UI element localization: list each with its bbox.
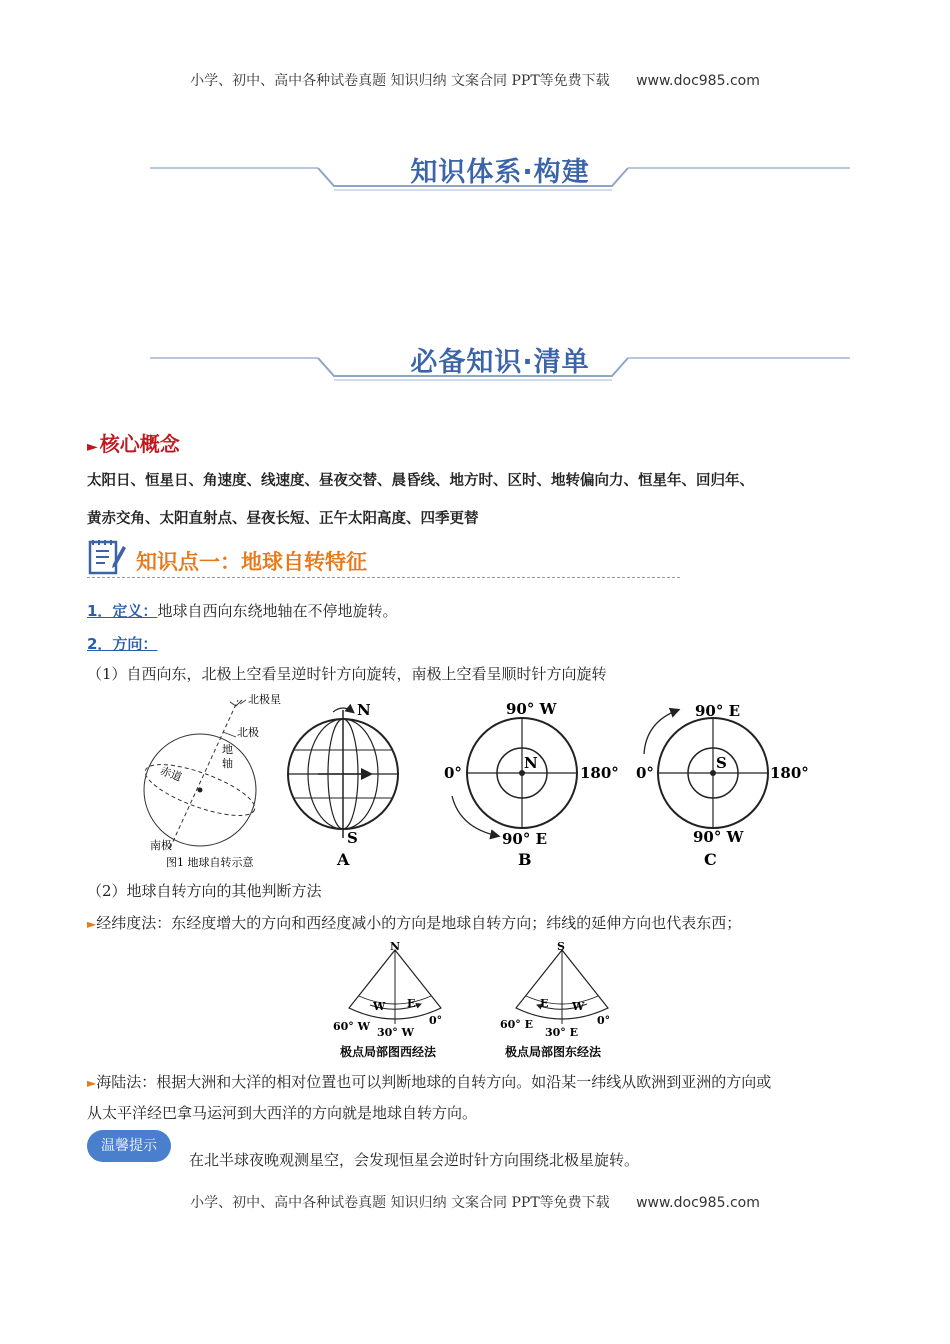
core-concept-heading <box>87 428 180 457</box>
west-mid-label: 30° W <box>377 1026 414 1039</box>
page-footer <box>0 1192 950 1212</box>
axis-label-2: 轴 <box>222 757 233 770</box>
west-sector <box>349 950 441 1024</box>
core-terms-line2: 黄赤交角、太阳直射点、昼夜长短、正午太阳高度、四季更替 <box>87 511 479 527</box>
pole-local-figures <box>325 938 635 1066</box>
section-banner-system <box>150 146 850 196</box>
east-mid-label: 30° E <box>545 1026 579 1039</box>
figure1-caption: 图1 地球自转示意 <box>166 856 254 869</box>
method2-line1: 海陆法：根据大洲和大洋的相对位置也可以判断地球的自转方向。如沿某一纬线从欧洲到亚洲的方向或 <box>96 1073 772 1091</box>
header-url: www.doc985.com <box>636 73 760 89</box>
method2-row <box>87 1071 771 1092</box>
tilted-globe <box>140 700 261 848</box>
globe-a <box>288 708 398 838</box>
direction-item1: （1）自西向东，北极上空看呈逆时针方向旋转，南极上空看呈顺时针方向旋转 <box>87 665 607 683</box>
definition-row <box>87 600 397 621</box>
east-e-label: E <box>540 997 549 1010</box>
method2-line2: 从太平洋经巴拿马运河到大西洋的方向就是地球自转方向。 <box>87 1104 478 1122</box>
east-sector <box>516 950 608 1024</box>
globe-a-s: S <box>347 829 358 847</box>
globe-b-bottom: 90° E <box>502 830 548 848</box>
globe-c-left: 0° <box>636 764 654 782</box>
core-heading-text: 核心概念 <box>99 432 180 456</box>
east-w-label: W <box>572 1000 585 1013</box>
globe-c-label: C <box>704 850 717 869</box>
west-w-label: W <box>373 1000 386 1013</box>
polaris-label: 北极星 <box>248 693 281 706</box>
globe-a-n: N <box>357 701 371 719</box>
equator-label: 赤道 <box>158 764 184 784</box>
west-pole-label: N <box>390 940 401 953</box>
direction-label: 2．方向： <box>87 635 158 653</box>
globe-a-label: A <box>337 850 350 869</box>
footer-url: www.doc985.com <box>636 1195 760 1211</box>
tip-badge: 温馨提示 <box>87 1130 171 1162</box>
south-pole-label: 南极 <box>150 839 172 852</box>
west-caption: 极点局部图西经法 <box>340 1045 437 1059</box>
direction-item2: （2）地球自转方向的其他判断方法 <box>87 882 322 900</box>
method1-row <box>87 912 741 933</box>
east-caption: 极点局部图东经法 <box>505 1045 602 1059</box>
globe-b-label: B <box>518 850 532 869</box>
banner-title-checklist: 必备知识·清单 <box>410 347 590 378</box>
globe-b-left: 0° <box>444 764 462 782</box>
section-banner-checklist <box>150 336 850 386</box>
earth-rotation-figure <box>130 688 820 870</box>
globe-c <box>644 710 768 828</box>
direction-row <box>87 633 157 654</box>
knowledge-point-divider <box>87 577 680 578</box>
globe-b-center: N <box>524 754 538 772</box>
west-right-label: 0° <box>429 1014 443 1027</box>
triangle-bullet-icon: ► <box>87 1076 97 1090</box>
globe-c-center: S <box>716 754 727 772</box>
definition-label: 1．定义： <box>87 602 158 620</box>
triangle-bullet-icon: ► <box>87 917 97 931</box>
globe-c-right: 180° <box>770 764 809 782</box>
core-terms-line1: 太阳日、恒星日、角速度、线速度、昼夜交替、晨昏线、地方时、区时、地转偏向力、恒星年、回归年、 <box>87 473 754 489</box>
west-e-label: E <box>407 997 416 1010</box>
banner-title-system: 知识体系·构建 <box>410 157 590 188</box>
north-pole-label: 北极 <box>237 726 259 739</box>
globe-c-bottom: 90° W <box>693 828 744 846</box>
east-pole-label: S <box>557 940 565 953</box>
west-left-label: 60° W <box>333 1020 370 1033</box>
globe-b-top: 90° W <box>506 700 557 718</box>
definition-text: 地球自西向东绕地轴在不停地旋转。 <box>157 602 398 620</box>
globe-c-top: 90° E <box>695 702 741 720</box>
notepad-icon <box>87 538 127 576</box>
east-right-label: 0° <box>597 1014 611 1027</box>
tip-text: 在北半球夜晚观测星空，会发现恒星会逆时针方向围绕北极星旋转。 <box>189 1151 640 1169</box>
globe-b-right: 180° <box>580 764 619 782</box>
axis-label-1: 地 <box>222 743 233 756</box>
header-text: 小学、初中、高中各种试卷真题 知识归纳 文案合同 PPT等免费下载 <box>190 73 610 89</box>
triangle-bullet-icon: ► <box>87 439 98 455</box>
footer-text: 小学、初中、高中各种试卷真题 知识归纳 文案合同 PPT等免费下载 <box>190 1195 610 1211</box>
east-left-label: 60° E <box>500 1018 534 1031</box>
method1-text: 经纬度法：东经度增大的方向和西经度减小的方向是地球自转方向；纬线的延伸方向也代表东西； <box>96 914 742 932</box>
page-header <box>0 70 950 90</box>
globe-b <box>452 718 577 836</box>
knowledge-point-title: 知识点一：地球自转特征 <box>136 550 367 574</box>
